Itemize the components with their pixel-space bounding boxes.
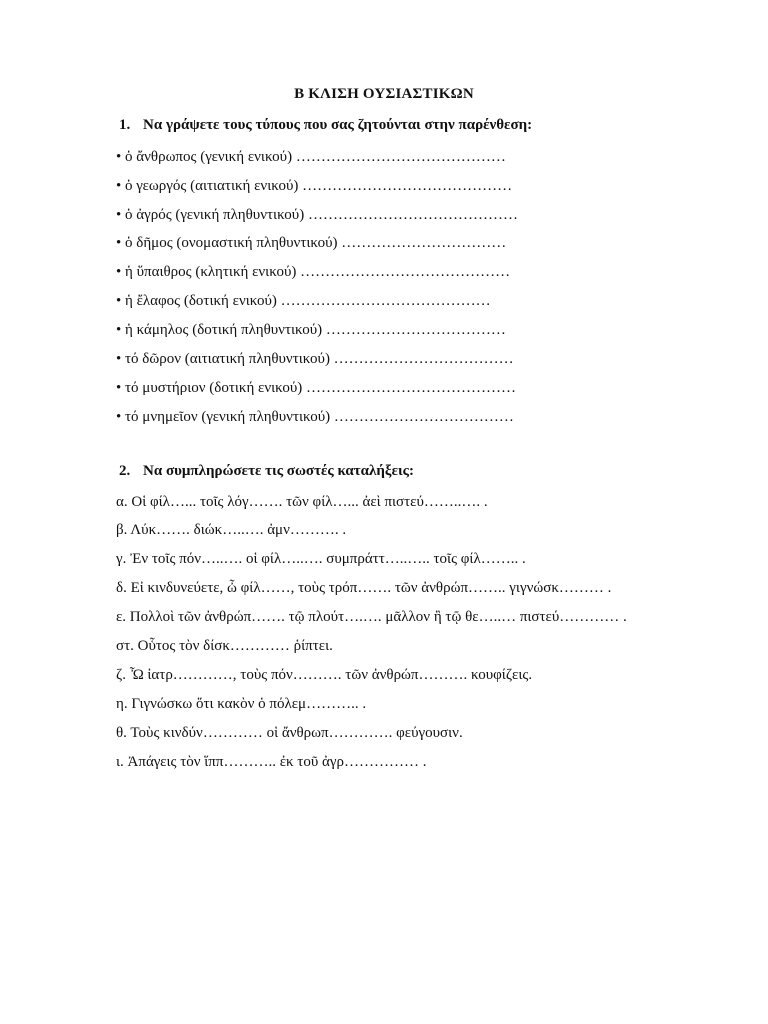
section2-number: 2. xyxy=(119,463,131,479)
section1-item: • ἡ ὕπαιθρος (κλητική ενικού) …………………………………… xyxy=(116,264,511,280)
section2-item: δ. Εἰ κινδυνεύετε, ὦ φίλ……, τοὺς τρόπ……. τῶν ἀνθρώπ…….. γιγνώσκ……… . xyxy=(116,580,612,596)
section1-item: • ὁ ἀγρός (γενική πληθυντικού) …………………………………… xyxy=(116,207,518,223)
section1-item: • ὁ ἄνθρωπος (γενική ενικού) …………………………………… xyxy=(116,149,506,165)
document-title: Β ΚΛΙΣΗ ΟΥΣΙΑΣΤΙΚΩΝ xyxy=(294,86,474,102)
section1-heading-text: Να γράψετε τους τύπους που σας ζητούνται στην παρένθεση: xyxy=(143,117,533,133)
section2-heading-text: Να συμπληρώσετε τις σωστές καταλήξεις: xyxy=(143,463,414,479)
section1-item: • τό μυστήριον (δοτική ενικού) …………………………………… xyxy=(116,380,517,396)
section1-item: • τό δῶρον (αιτιατική πληθυντικού) ……………………………… xyxy=(116,351,514,367)
section2-item: γ. Ἐν τοῖς πόν…..…. οἱ φίλ…..…. συμπράττ…..….. τοῖς φίλ…….. . xyxy=(116,551,526,567)
section2-item: η. Γιγνώσκω ὅτι κακὸν ὁ πόλεμ……….. . xyxy=(116,696,367,712)
section2-item: ι. Ἀπάγεις τὸν ἵππ……….. ἐκ τοῦ ἀγρ…………… . xyxy=(116,754,427,770)
section1-number: 1. xyxy=(119,117,131,133)
section1-item: • ἡ ἔλαφος (δοτική ενικού) …………………………………… xyxy=(116,293,491,309)
section1-heading xyxy=(119,117,532,134)
section2-item: ε. Πολλοὶ τῶν ἀνθρώπ……. τῷ πλούτ….…. μᾶλλον ἢ τῷ θε…..… πιστεύ………… . xyxy=(116,609,627,625)
section2-item: α. Οἱ φίλ…... τοῖς λόγ……. τῶν φίλ…... ἀεὶ πιστεύ……..…. . xyxy=(116,494,488,510)
section1-item: • τό μνημεῖον (γενική πληθυντικού) ……………………………… xyxy=(116,409,514,425)
section2-item: ζ. Ὦ ἰατρ…………, τοὺς πόν………. τῶν ἀνθρώπ………. κουφίζεις. xyxy=(116,667,533,683)
section2-item: θ. Τοὺς κινδύν………… οἱ ἄνθρωπ…………. φεύγουσιν. xyxy=(116,725,463,741)
section2-heading xyxy=(119,463,414,480)
section1-item: • ὁ δῆμος (ονομαστική πληθυντικού) …………………………… xyxy=(116,235,507,251)
section2-item: β. Λύκ……. διώκ…..…. ἀμν………. . xyxy=(116,522,347,538)
section1-item: • ὁ γεωργός (αιτιατική ενικού) …………………………………… xyxy=(116,178,513,194)
section1-item: • ἡ κάμηλος (δοτική πληθυντικού) ……………………………… xyxy=(116,322,506,338)
section2-item: στ. Οὗτος τὸν δίσκ………… ῥίπτει. xyxy=(116,638,333,654)
